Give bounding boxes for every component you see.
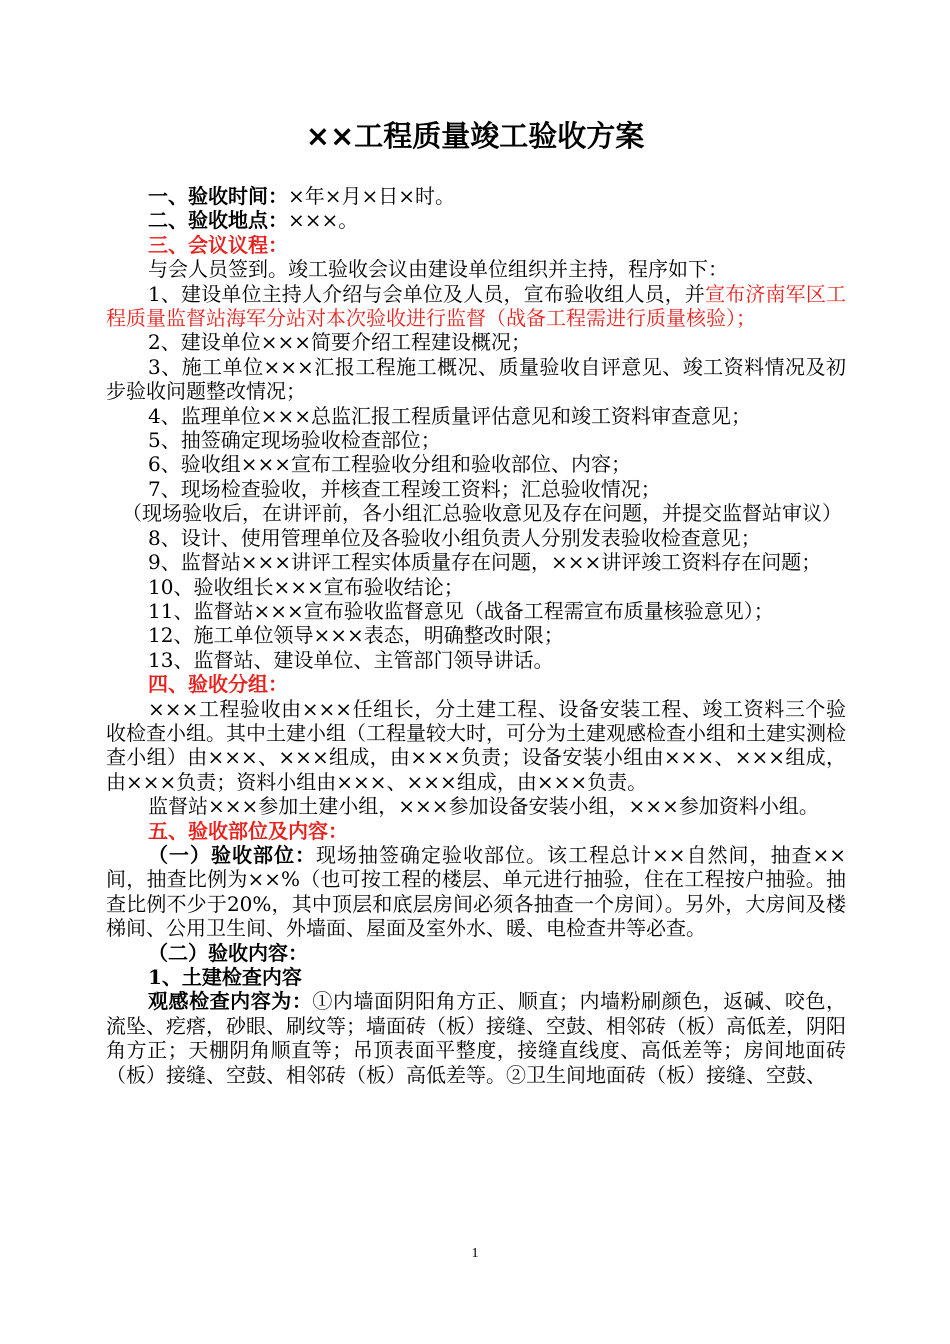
section-heading-parts: 五、验收部位及内容： <box>148 818 348 843</box>
agenda-item-8: 8、设计、使用管理单位及各验收小组负责人分别发表验收检查意见； <box>148 525 761 550</box>
section-label: 二、验收地点： <box>148 208 288 233</box>
agenda-note: （现场验收后，在讲评前，各小组汇总验收意见及存在问题，并提交监督站审议） <box>122 501 842 526</box>
agenda-item-13: 13、监督站、建设单位、主管部门领导讲话。 <box>148 647 554 672</box>
agenda-item-2: 2、建设单位×××简要介绍工程建设概况； <box>148 330 531 355</box>
section-value: ×年×月×日×时。 <box>288 184 456 208</box>
section-place <box>106 208 846 232</box>
section-label: 一、验收时间： <box>148 184 288 208</box>
parts-paragraph <box>106 843 846 941</box>
agenda-item-12: 12、施工单位领导×××表态，明确整改时限； <box>148 623 564 648</box>
agenda-item-text: 1、建设单位主持人介绍与会单位及人员，宣布验收组人员，并 <box>148 281 706 306</box>
document-body <box>106 184 846 1087</box>
civil-heading: 1、土建检查内容 <box>148 965 302 989</box>
agenda-item-6: 6、验收组×××宣布工程验收分组和验收部位、内容； <box>148 452 631 477</box>
groups-paragraph-1: ×××工程验收由×××任组长，分土建工程、设备安装工程、竣工资料三个验收检查小组。其中土建小组（工程量较大时，可分为土建观感检查小组和土建实测检查小组）由×××、×××组成，由×××负责；设备安装小组由×××、×××组成，由×××负责；资料小组由×××、×××组成，由×××负责。 <box>106 696 846 794</box>
groups-paragraph-2: 监督站×××参加土建小组，×××参加设备安装小组，×××参加资料小组。 <box>148 794 819 819</box>
section-time <box>106 184 846 208</box>
agenda-intro: 与会人员签到。竣工验收会议由建设单位组织并主持，程序如下： <box>148 257 728 282</box>
visual-check-paragraph <box>106 989 846 1087</box>
agenda-item-7: 7、现场检查验收，并核查工程竣工资料；汇总验收情况； <box>148 476 661 501</box>
visual-check-label: 观感检查内容为： <box>148 989 313 1014</box>
agenda-item-1 <box>106 282 846 331</box>
agenda-item-9: 9、监督站×××讲评工程实体质量存在问题，×××讲评竣工资料存在问题； <box>148 550 822 575</box>
agenda-item-10: 10、验收组长×××宣布验收结论； <box>148 574 464 599</box>
page-number: 1 <box>471 1246 479 1261</box>
content-heading: （二）验收内容： <box>148 940 308 965</box>
agenda-item-3: 3、施工单位×××汇报工程施工概况、质量验收自评意见、竣工资料情况及初步验收问题整改情况； <box>106 354 846 404</box>
parts-text: 现场抽签确定验收部位。该工程总计××自然间，抽查××间，抽查比例为××%（也可按工程的楼层、单元进行抽验，住在工程按户抽验。抽查比例不少于20%，其中顶层和底层房间必须各抽查一个房间）。另外，大房间及楼梯间、公用卫生间、外墙面、屋面及室外水、暖、电检查井等必查。 <box>106 842 847 941</box>
section-heading-groups: 四、验收分组： <box>148 672 288 697</box>
agenda-item-4: 4、监理单位×××总监汇报工程质量评估意见和竣工资料审查意见； <box>148 403 751 428</box>
visual-check-text: ①内墙面阴阳角方正、顺直；内墙粉刷颜色，返碱、咬色，流坠、疙瘩，砂眼、刷纹等；墙面砖（板）接缝、空鼓、相邻砖（板）高低差，阴阳角方正；天棚阴角顺直等；吊顶表面平整度，接缝直线度、高低差等；房间地面砖（板）接缝、空鼓、相邻砖（板）高低差等。②卫生间地面砖（板）接缝、空鼓、 <box>106 989 847 1087</box>
agenda-item-5: 5、抽签确定现场验收检查部位； <box>148 428 441 453</box>
section-heading-agenda: 三、会议议程： <box>148 232 288 257</box>
document-title: ××工程质量竣工验收方案 <box>305 119 645 153</box>
agenda-item-11: 11、监督站×××宣布验收监督意见（战备工程需宣布质量核验意见）； <box>148 598 774 623</box>
agenda-item-highlight: 宣布济南军区工程质量监督站海军分站对本次验收进行监督（战备工程需进行质量核验）； <box>106 281 846 331</box>
section-value: ×××。 <box>288 208 359 233</box>
parts-label: （一）验收部位： <box>148 842 316 867</box>
